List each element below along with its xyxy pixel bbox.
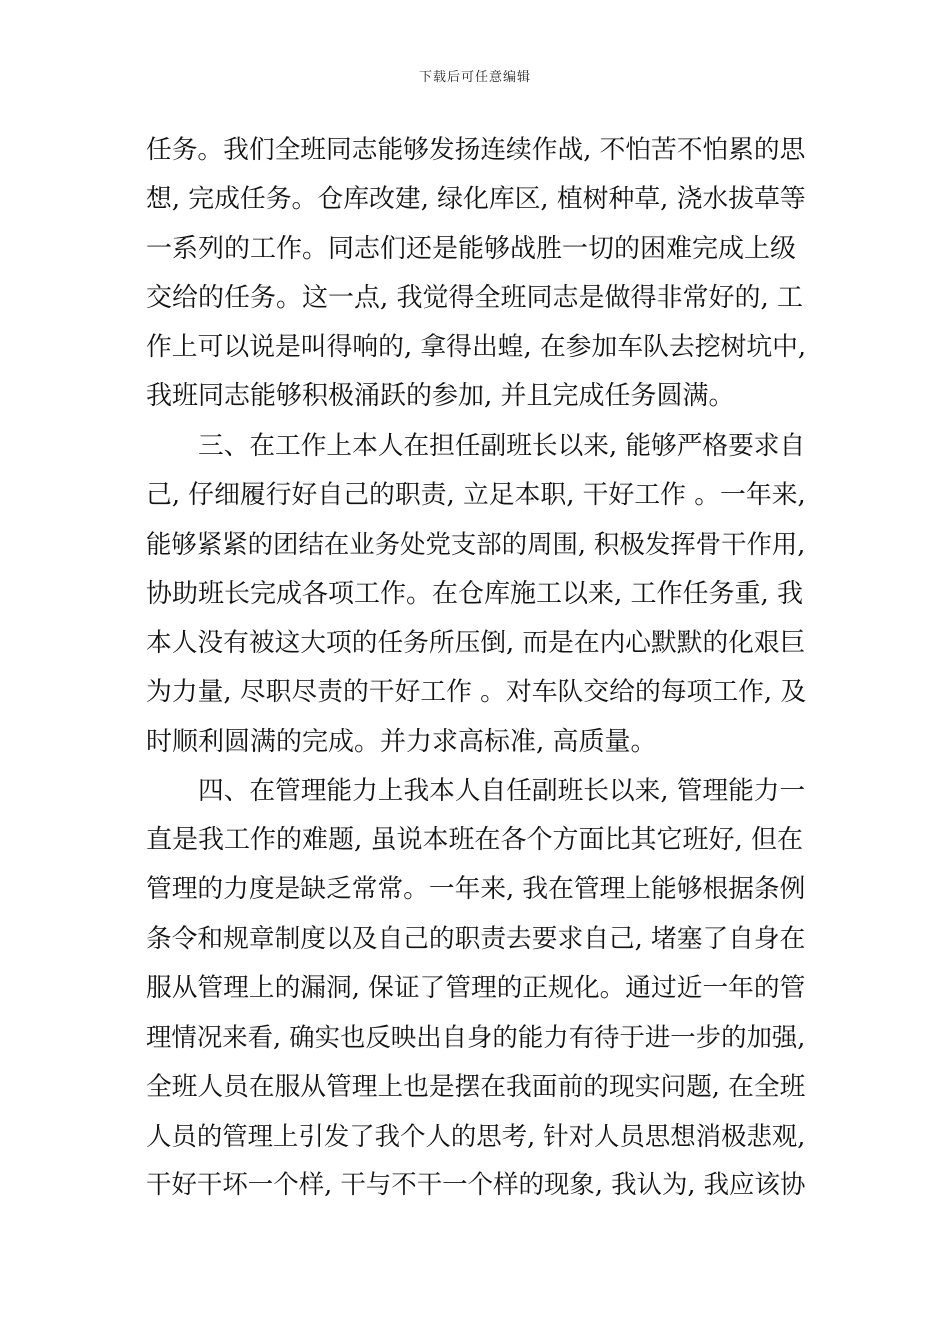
text-line: 想, 完成任务。仓库改建, 绿化库区, 植树种草, 浇水拔草等	[146, 184, 806, 215]
text-line: 协助班长完成各项工作。在仓库施工以来, 工作任务重, 我	[146, 578, 804, 609]
text-line: 理情况来看, 确实也反映出自身的能力有待于进一步的加强,	[146, 1022, 806, 1053]
text-line: 我班同志能够积极涌跃的参加, 并且完成任务圆满。	[146, 381, 735, 412]
text-line: 直是我工作的难题, 虽说本班在各个方面比其它班好, 但在	[146, 825, 804, 856]
document-body	[146, 126, 806, 1211]
text-line: 条令和规章制度以及自己的职责去要求自己, 堵塞了自身在	[146, 923, 806, 954]
text-line: 作上可以说是叫得响的, 拿得出蝗, 在参加车队去挖树坑中,	[146, 332, 807, 363]
text-line: 管理的力度是缺乏常常。一年来, 我在管理上能够根据条例	[146, 874, 806, 905]
text-line: 己, 仔细履行好自己的职责, 立足本职, 干好工作 。一年来,	[146, 480, 806, 511]
text-line: 交给的任务。这一点, 我觉得全班同志是做得非常好的, 工	[146, 282, 804, 313]
text-line: 时顺利圆满的完成。并力求高标准, 高质量。	[146, 726, 657, 757]
text-line: 干好干坏一个样, 干与不干一个样的现象, 我认为, 我应该协	[146, 1170, 806, 1201]
page-header: 下载后可任意编辑	[418, 70, 531, 85]
text-line: 本人没有被这大项的任务所压倒, 而是在内心默默的化艰巨	[146, 627, 806, 658]
text-line: 为力量, 尽职尽责的干好工作 。对车队交给的每项工作, 及	[146, 677, 807, 708]
text-line: 三、在工作上本人在担任副班长以来, 能够严格要求自	[198, 430, 806, 461]
text-line: 能够紧紧的团结在业务处党支部的周围, 积极发挥骨干作用,	[146, 529, 806, 560]
text-line: 一系列的工作。同志们还是能够战胜一切的困难完成上级	[146, 233, 797, 264]
text-line: 四、在管理能力上我本人自任副班长以来, 管理能力一	[198, 775, 806, 806]
text-line: 全班人员在服从管理上也是摆在我面前的现实问题, 在全班	[146, 1071, 806, 1102]
text-line: 服从管理上的漏洞, 保证了管理的正规化。通过近一年的管	[146, 973, 806, 1004]
text-line: 人员的管理上引发了我个人的思考, 针对人员思想消极悲观,	[146, 1120, 806, 1151]
text-line: 任务。我们全班同志能够发扬连续作战, 不怕苦不怕累的思	[146, 135, 806, 165]
